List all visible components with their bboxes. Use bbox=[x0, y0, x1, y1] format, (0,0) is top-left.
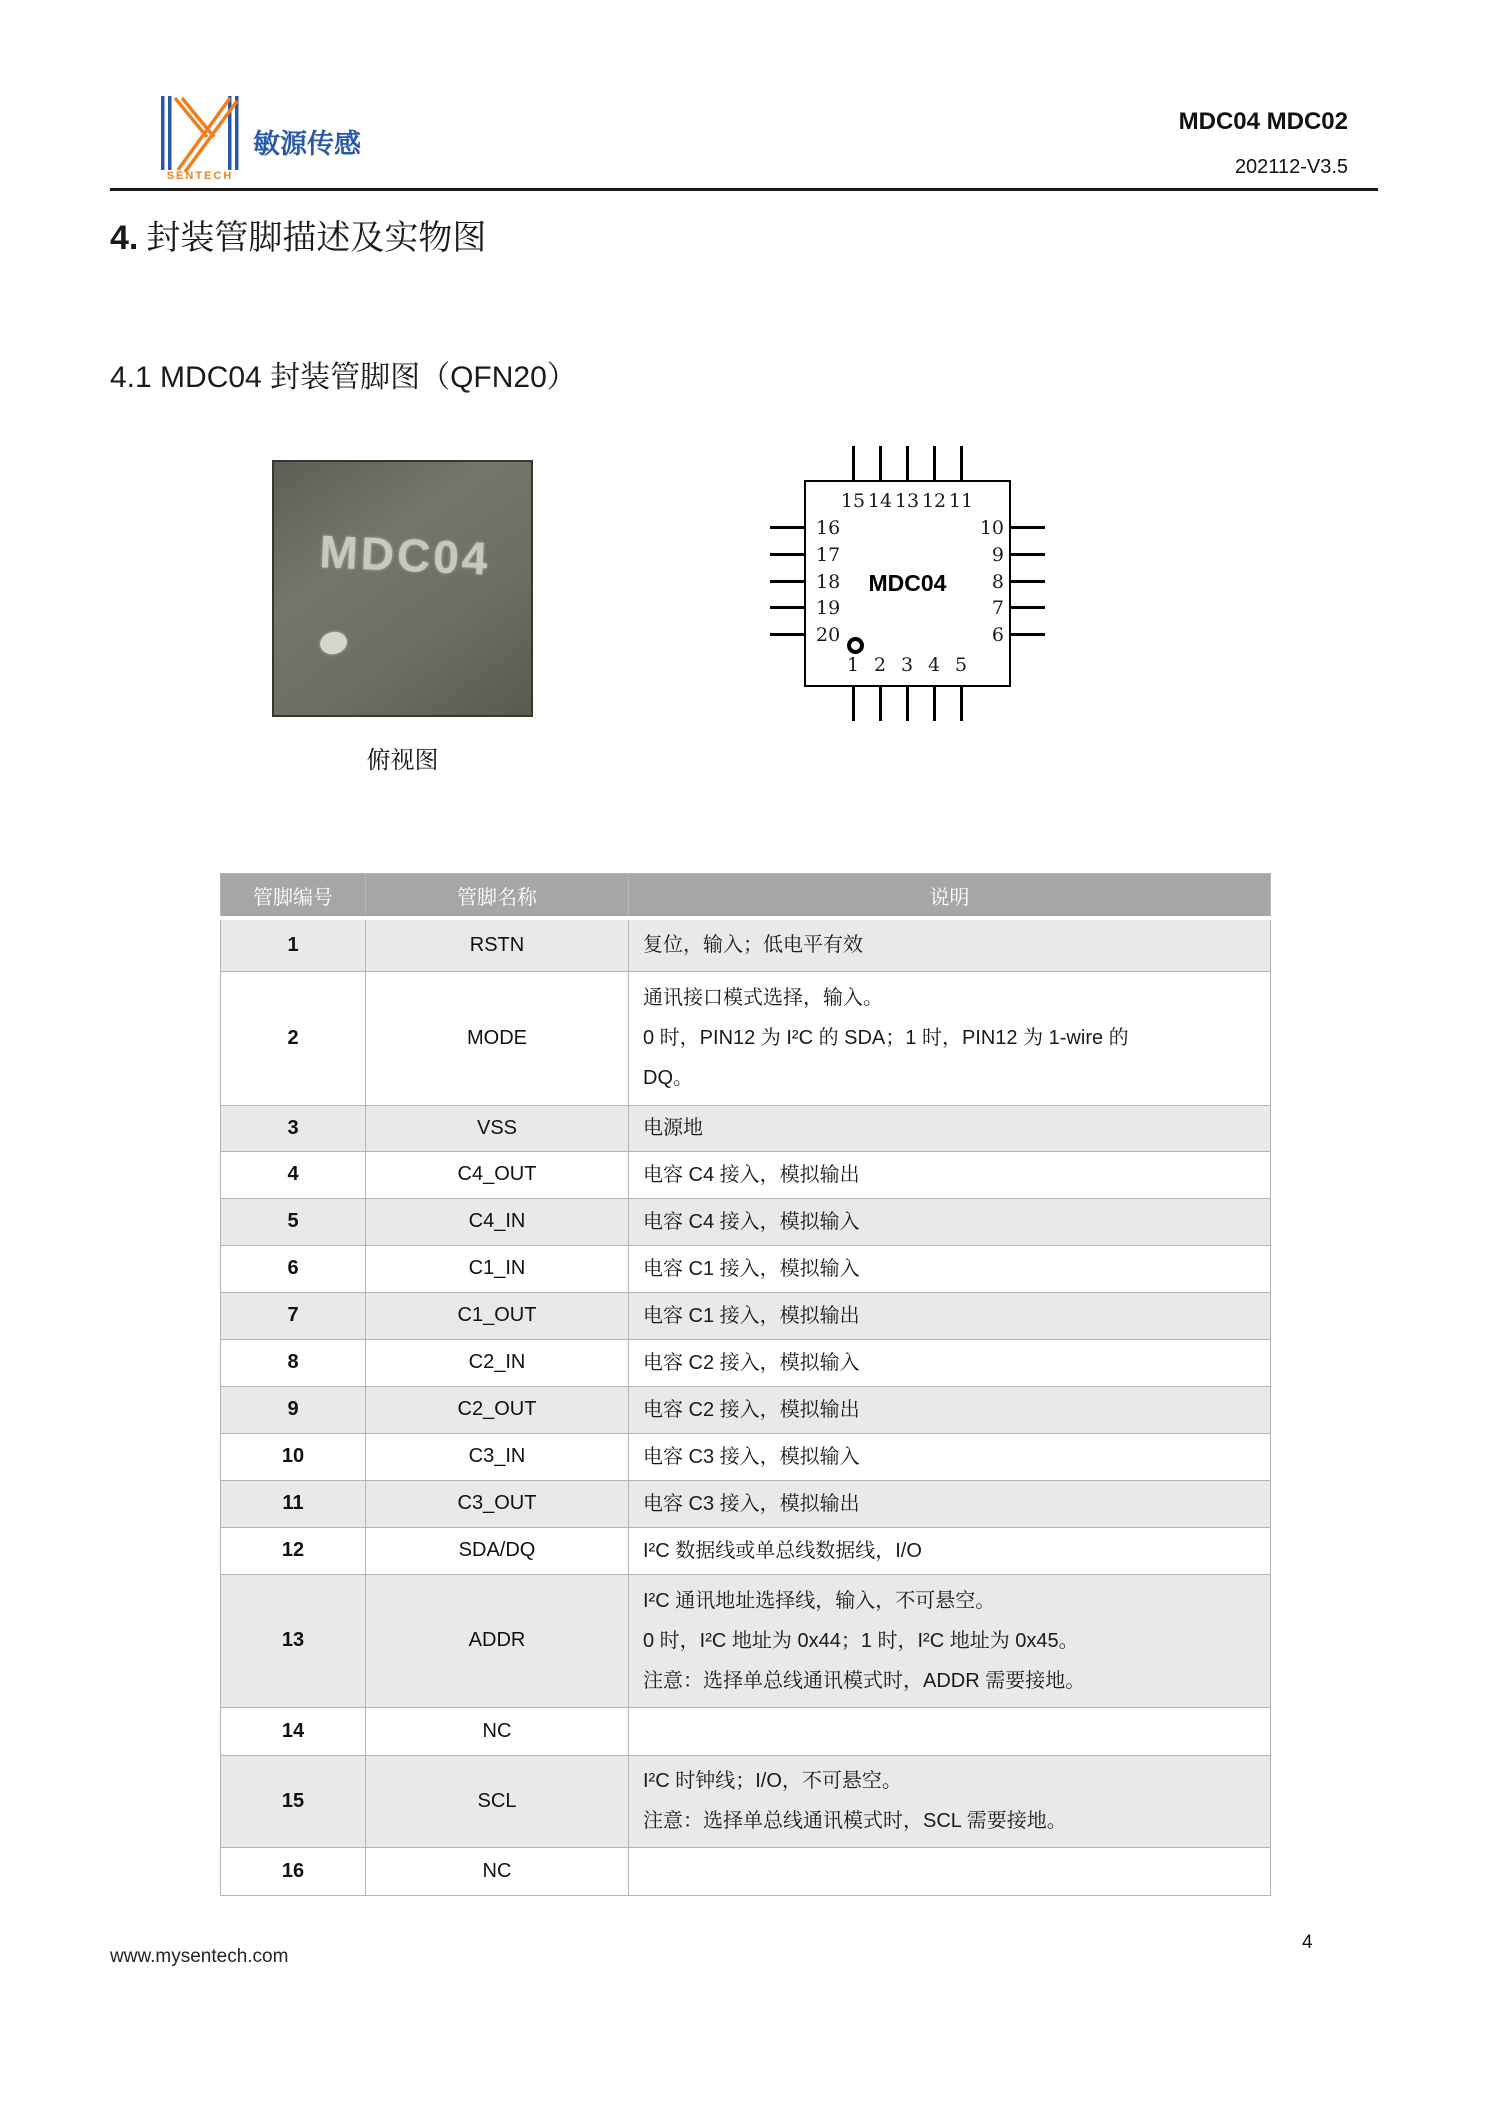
pin-label-20: 20 bbox=[816, 624, 841, 646]
table-row bbox=[221, 1480, 1271, 1527]
desc-line: 复位，输入；低电平有效 bbox=[643, 934, 863, 957]
pin-label-19: 19 bbox=[816, 597, 841, 619]
pin-number-cell: 6 bbox=[221, 1245, 366, 1292]
table-row bbox=[221, 1105, 1271, 1151]
pin-lead bbox=[1011, 526, 1045, 529]
pin-desc-cell bbox=[629, 1480, 1271, 1527]
pin-number-cell: 5 bbox=[221, 1198, 366, 1245]
desc-line: I²C 通讯地址选择线，输入，不可悬空。 bbox=[643, 1589, 996, 1612]
pin-name-cell: SCL bbox=[366, 1755, 629, 1847]
pin-label-7: 7 bbox=[991, 597, 1004, 619]
pin-number-cell: 11 bbox=[221, 1480, 366, 1527]
section-title-text: 封装管脚描述及实物图 bbox=[146, 218, 487, 258]
logo-sentech-text: SENTECH bbox=[166, 170, 234, 182]
pin-lead bbox=[770, 580, 804, 583]
pin-name-cell: C2_OUT bbox=[366, 1386, 629, 1433]
pin-diagram bbox=[768, 446, 1048, 722]
table-row bbox=[221, 1527, 1271, 1574]
pin-label-4: 4 bbox=[927, 654, 941, 676]
desc-line: 电容 C1 接入，模拟输出 bbox=[643, 1304, 860, 1327]
pin-label-6: 6 bbox=[991, 624, 1004, 646]
pin-lead bbox=[960, 687, 963, 721]
pin-number-cell: 1 bbox=[221, 918, 366, 971]
col-header-pin-number: 管脚编号 bbox=[221, 874, 366, 919]
pin-lead bbox=[770, 553, 804, 556]
pin-name-cell: C1_IN bbox=[366, 1245, 629, 1292]
pin-desc-cell bbox=[629, 1339, 1271, 1386]
pin-desc-cell bbox=[629, 1292, 1271, 1339]
pin-lead bbox=[1011, 606, 1045, 609]
table-header-row bbox=[221, 874, 1271, 919]
table-row bbox=[221, 1847, 1271, 1895]
table-row bbox=[221, 918, 1271, 971]
pin-name-cell: C1_OUT bbox=[366, 1292, 629, 1339]
pin-label-13: 13 bbox=[894, 490, 920, 512]
desc-line: 电容 C3 接入，模拟输出 bbox=[643, 1492, 860, 1515]
pin-label-11: 11 bbox=[948, 490, 974, 512]
pin-number-cell: 10 bbox=[221, 1433, 366, 1480]
pin-label-14: 14 bbox=[867, 490, 893, 512]
pin-desc-cell bbox=[629, 971, 1271, 1105]
pin-label-16: 16 bbox=[816, 517, 841, 539]
pin-desc-cell bbox=[629, 1847, 1271, 1895]
pin-name-cell: SDA/DQ bbox=[366, 1527, 629, 1574]
photo-caption: 俯视图 bbox=[366, 746, 439, 774]
pin-label-1: 1 bbox=[846, 654, 860, 676]
pin-desc-cell bbox=[629, 1433, 1271, 1480]
pin-number-cell: 2 bbox=[221, 971, 366, 1105]
pin-label-5: 5 bbox=[954, 654, 968, 676]
chip-photo-pin1-dot bbox=[318, 629, 350, 657]
desc-line: 电容 C2 接入，模拟输入 bbox=[643, 1351, 860, 1374]
document-version: 202112-V3.5 bbox=[1234, 156, 1348, 178]
pin1-marker-circle bbox=[847, 637, 864, 654]
pin-lead bbox=[906, 687, 909, 721]
pin-name-cell: MODE bbox=[366, 971, 629, 1105]
section-title bbox=[110, 210, 486, 259]
pin-label-8: 8 bbox=[991, 571, 1004, 593]
desc-line: 0 时，PIN12 为 I²C 的 SDA；1 时，PIN12 为 1-wire 的 bbox=[643, 1027, 1129, 1049]
diagram-chip-name: MDC04 bbox=[868, 570, 947, 596]
table-row bbox=[221, 1433, 1271, 1480]
pin-lead bbox=[879, 687, 882, 721]
table-row bbox=[221, 1198, 1271, 1245]
pin-number-cell: 8 bbox=[221, 1339, 366, 1386]
table-row bbox=[221, 1707, 1271, 1755]
pin-number-cell: 7 bbox=[221, 1292, 366, 1339]
chip-photo-label: MDC04 bbox=[318, 525, 492, 585]
pin-lead bbox=[1011, 633, 1045, 636]
footer-website-link[interactable]: www.mysentech.com bbox=[110, 1946, 289, 1967]
pin-desc-cell bbox=[629, 918, 1271, 971]
pin-lead bbox=[770, 606, 804, 609]
pin-number-cell: 16 bbox=[221, 1847, 366, 1895]
table-row bbox=[221, 1339, 1271, 1386]
pin-lead bbox=[1011, 580, 1045, 583]
pin-label-10: 10 bbox=[979, 517, 1004, 539]
desc-line: I²C 时钟线；I/O，不可悬空。 bbox=[643, 1770, 902, 1792]
document-title: MDC04 MDC02 bbox=[1178, 108, 1348, 135]
pin-number-cell: 14 bbox=[221, 1707, 366, 1755]
table-row bbox=[221, 1386, 1271, 1433]
pin-description-table bbox=[220, 873, 1271, 1896]
table-row bbox=[221, 1151, 1271, 1198]
pin-lead bbox=[770, 633, 804, 636]
chip-photo bbox=[272, 460, 533, 717]
pin-number-cell: 4 bbox=[221, 1151, 366, 1198]
pin-lead bbox=[960, 446, 963, 480]
desc-line: 注意：选择单总线通讯模式时，SCL 需要接地。 bbox=[643, 1810, 1067, 1832]
pin-number-cell: 13 bbox=[221, 1574, 366, 1707]
desc-line: 电容 C4 接入，模拟输出 bbox=[643, 1163, 860, 1186]
pin-lead bbox=[933, 687, 936, 721]
pin-desc-cell bbox=[629, 1245, 1271, 1292]
table-row bbox=[221, 1245, 1271, 1292]
pin-number-cell: 3 bbox=[221, 1105, 366, 1151]
desc-line: 电源地 bbox=[643, 1117, 703, 1139]
pin-name-cell: VSS bbox=[366, 1105, 629, 1151]
desc-line: 电容 C2 接入，模拟输出 bbox=[643, 1398, 860, 1421]
pin-name-cell: NC bbox=[366, 1847, 629, 1895]
pin-desc-cell bbox=[629, 1707, 1271, 1755]
pin-name-cell: RSTN bbox=[366, 918, 629, 971]
pin-lead bbox=[906, 446, 909, 480]
pin-number-cell: 9 bbox=[221, 1386, 366, 1433]
pin-lead bbox=[852, 446, 855, 480]
pin-name-cell: C2_IN bbox=[366, 1339, 629, 1386]
pin-label-15: 15 bbox=[840, 490, 866, 512]
desc-line: 通讯接口模式选择，输入。 bbox=[643, 987, 883, 1009]
pin-label-12: 12 bbox=[921, 490, 947, 512]
pin-desc-cell bbox=[629, 1198, 1271, 1245]
pin-desc-cell bbox=[629, 1755, 1271, 1847]
col-header-description: 说明 bbox=[629, 874, 1271, 919]
desc-line: 电容 C3 接入，模拟输入 bbox=[643, 1445, 860, 1468]
pin-name-cell: C4_IN bbox=[366, 1198, 629, 1245]
pin-name-cell: ADDR bbox=[366, 1574, 629, 1707]
page-number: 4 bbox=[1302, 1932, 1313, 1953]
pin-name-cell: C3_OUT bbox=[366, 1480, 629, 1527]
pin-lead bbox=[1011, 553, 1045, 556]
section-number: 4. bbox=[110, 219, 139, 257]
pin-label-17: 17 bbox=[816, 544, 841, 566]
desc-line: DQ。 bbox=[643, 1067, 693, 1089]
pin-lead bbox=[852, 687, 855, 721]
pin-desc-cell bbox=[629, 1105, 1271, 1151]
pin-lead bbox=[879, 446, 882, 480]
subsection-title: 4.1 MDC04 封装管脚图（QFN20） bbox=[110, 361, 577, 394]
desc-line: 电容 C4 接入，模拟输入 bbox=[643, 1210, 860, 1233]
desc-line: 注意：选择单总线通讯模式时，ADDR 需要接地。 bbox=[643, 1669, 1086, 1692]
pin-desc-cell bbox=[629, 1574, 1271, 1707]
pin-desc-cell bbox=[629, 1386, 1271, 1433]
pin-desc-cell bbox=[629, 1527, 1271, 1574]
pin-name-cell: C4_OUT bbox=[366, 1151, 629, 1198]
pin-lead bbox=[770, 526, 804, 529]
desc-line: I²C 数据线或单总线数据线，I/O bbox=[643, 1539, 922, 1562]
pin-label-3: 3 bbox=[900, 654, 914, 676]
company-logo-icon bbox=[158, 92, 242, 174]
pin-name-cell: C3_IN bbox=[366, 1433, 629, 1480]
desc-line: 电容 C1 接入，模拟输入 bbox=[643, 1257, 860, 1280]
pin-label-2: 2 bbox=[873, 654, 887, 676]
pin-label-9: 9 bbox=[991, 544, 1004, 566]
pin-lead bbox=[933, 446, 936, 480]
pin-name-cell: NC bbox=[366, 1707, 629, 1755]
pin-number-cell: 12 bbox=[221, 1527, 366, 1574]
table-row bbox=[221, 971, 1271, 1105]
table-row bbox=[221, 1755, 1271, 1847]
pin-number-cell: 15 bbox=[221, 1755, 366, 1847]
brand-name-cn: 敏源传感 bbox=[253, 129, 361, 160]
pin-desc-cell bbox=[629, 1151, 1271, 1198]
table-row bbox=[221, 1292, 1271, 1339]
pin-label-18: 18 bbox=[816, 571, 841, 593]
desc-line: 0 时，I²C 地址为 0x44；1 时，I²C 地址为 0x45。 bbox=[643, 1629, 1079, 1652]
header-divider bbox=[110, 188, 1378, 191]
col-header-pin-name: 管脚名称 bbox=[366, 874, 629, 919]
table-row bbox=[221, 1574, 1271, 1707]
